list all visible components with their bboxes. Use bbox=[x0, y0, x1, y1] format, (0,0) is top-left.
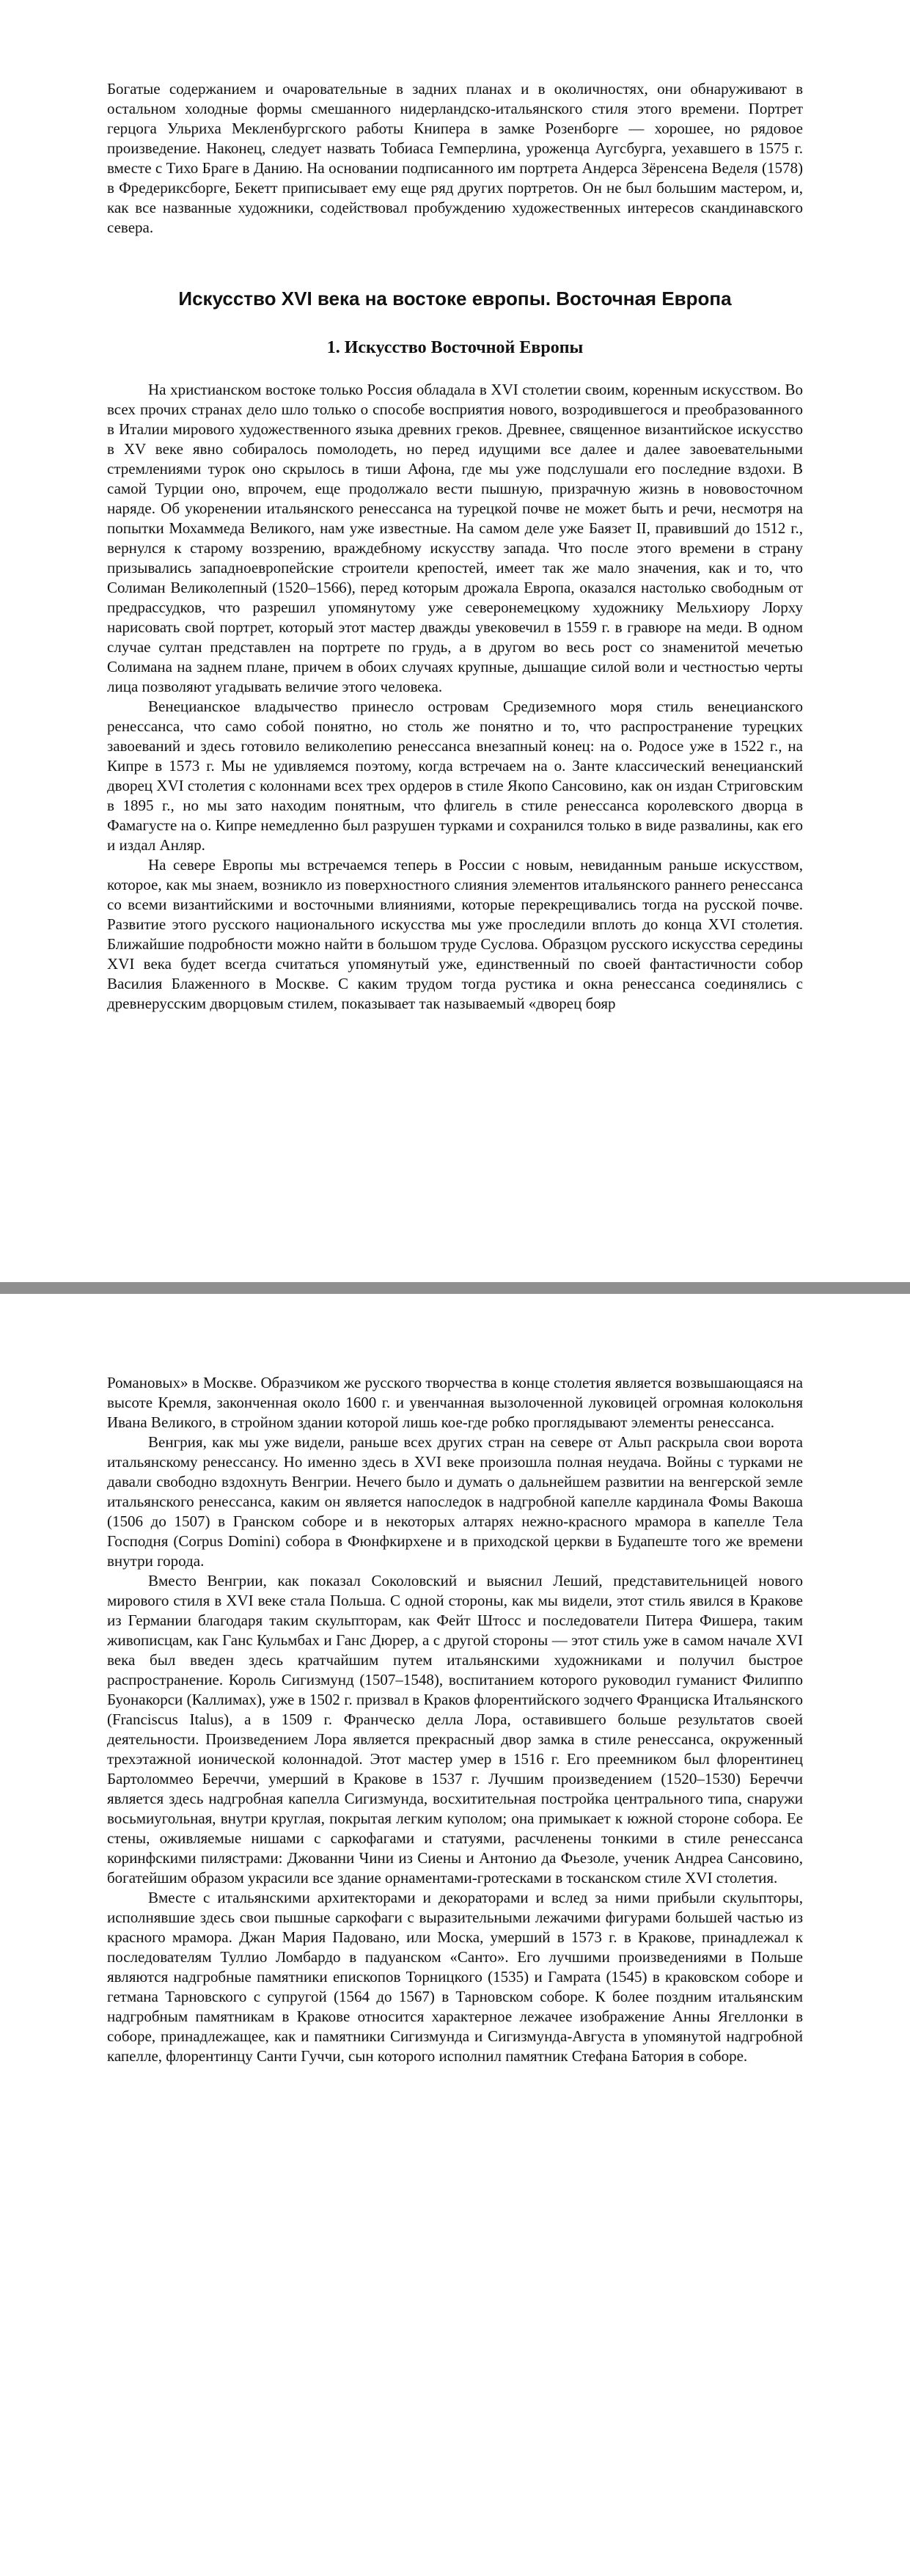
body-paragraph: Венецианское владычество принесло островам Средиземного моря стиль венецианского ренессанса, что само собой понятно, но столь же понятно и то, что распространение турецких завоеваний и здесь готовило великолепию ренессанса внезапный конец: на о. Родосе уже в 1522 г., на Кипре в 1573 г. Мы не удивляемся поэтому, когда встречаем на о. Занте классический венецианский дворец XVI столетия с колоннами всех трех ордеров в стиле Якопо Сансовино, как он издан Стриговским в 1895 г., но мы зато находим понятным, что флигель в стиле ренессанса королевского дворца в Фамагусте на о. Кипре немедленно был разрушен турками и сохранился только в виде развалины, как его и издал Анляр. bbox=[107, 698, 803, 854]
continuation-paragraph: Романовых» в Москве. Образчиком же русского творчества в конце столетия является возвышающаяся на высоте Кремля, законченная около 1600 г. и увенчанная вызолоченной луковицей огромная колокольня Ивана Великого, в стройном здании которой лишь кое-где робко проглядывают элементы ренессанса. bbox=[107, 1374, 803, 1431]
section-heading: Искусство XVI века на востоке европы. Восточная Европа bbox=[178, 288, 732, 310]
document-page-1 bbox=[0, 0, 910, 1282]
document-page-2 bbox=[0, 1294, 910, 2576]
body-paragraph: Вместо Венгрии, как показал Соколовский и выяснил Леший, представительницей нового мирового стиля в XVI веке стала Польша. С одной стороны, как мы видели, этот стиль явился в Кракове из Германии благодаря таким скульпторам, как Фейт Штосс и последователи Питера Фишера, таким живописцам, как Ганс Кульмбах и Ганс Дюрер, а с другой стороны — этот стиль уже в самом начале XVI века был введен здесь кратчайшим путем итальянскими художниками и получил быстрое распространение. Король Сигизмунд (1507–1548), воспитанием которого руководил гуманист Филиппо Буонакорси (Каллимах), уже в 1502 г. призвал в Краков флорентийского зодчего Франциска Итальянского (Franciscus Italus), а в 1509 г. Франческо делла Лора, оставившего больше результатов своей деятельности. Произведением Лора является прекрасный двор замка в стиле ренессанса, окруженный трехэтажной ионической колоннадой. Этот мастер умер в 1516 г. Его преемником был флорентинец Бартоломмео Береччи, умерший в Кракове в 1537 г. Лучшим произведением (1520–1530) Береччи является здесь надгробная капелла Сигизмунда, восхитительная постройка центрального типа, снаружи восьмиугольная, внутри круглая, покрытая легким куполом; она примыкает к южной стороне собора. Ее стены, оживляемые нишами с саркофагами и статуями, расчленены тонкими в стиле ренессанса коринфскими пилястрами: Джованни Чини из Сиены и Антонио да Фьезоле, ученик Андреа Сансовино, богатейшим образом украсили все здание орнаментами-гротесками в тосканском стиле XVI столетия. bbox=[107, 1572, 803, 1887]
chapter-subheading: 1. Искусство Восточной Европы bbox=[326, 338, 584, 357]
body-paragraph: Венгрия, как мы уже видели, раньше всех других стран на севере от Альп раскрыла свои ворота итальянскому ренессансу. Но именно здесь в XVI веке произошла полная неудача. Войны с турками не давали свободно вздохнуть Венгрии. Нечего было и думать о дальнейшем развитии на венгерской земле итальянского ренессанса, каким он является напоследок в надгробной капелле кардинала Фомы Вакоша (1506 до 1507) в Гранском соборе и в некоторых алтарях нежно-красного мрамора в капелле Тела Господня (Corpus Domini) собора в Фюнфкирхене и в приходской церкви в Будапеште того же времени внутри города. bbox=[107, 1433, 803, 1570]
intro-paragraph: Богатые содержанием и очаровательные в задних планах и в околичностях, они обнаруживают в остальном холодные формы смешанного нидерландско-итальянского стиля этого времени. Портрет герцога Ульриха Мекленбургского работы Книпера в замке Розенборге — хорошее, но рядовое произведение. Наконец, следует назвать Тобиаса Гемперлина, уроженца Аугсбурга, уехавшего в 1575 г. вместе с Тихо Браге в Данию. На основании подписанного им портрета Андерса Зёренсена Веделя (1578) в Фредериксборге, Бекетт приписывает ему еще ряд других портретов. Он не был большим мастером, и, как все названные художники, содействовал пробуждению художественных интересов скандинавского севера. bbox=[107, 80, 803, 236]
body-paragraph: На севере Европы мы встречаемся теперь в России с новым, невиданным раньше искусством, которое, как мы знаем, возникло из поверхностного слияния элементов итальянского раннего ренессанса со всеми византийскими и восточными влияниями, которые перекрещивались тогда на русской почве. Развитие этого русского национального искусства мы уже проследили вплоть до конца XVI столетия. Ближайшие подробности можно найти в большом труде Суслова. Образцом русского искусства середины XVI века будет всегда считаться упомянутый уже, единственный по своей фантастичности собор Василия Блаженного в Москве. С каким трудом тогда рустика и окна ренессанса соединялись с древнерусским дворцовым стилем, показывает так называемый «дворец бояр bbox=[107, 856, 803, 1012]
body-paragraph: Вместе с итальянскими архитекторами и декораторами и вслед за ними прибыли скульпторы, исполнявшие здесь свои пышные саркофаги с выразительными лежачими фигурами большей частью из красного мрамора. Джан Мария Падовано, или Моска, умерший в 1573 г. в Кракове, принадлежал к последователям Туллио Ломбардо в падуанском «Санто». Его лучшими произведениями в Польше являются надгробные памятники епископов Торницкого (1535) и Гамрата (1545) в краковском соборе и гетмана Тарновского с супругой (1564 до 1567) в Тарновском соборе. К более поздним итальянским надгробным памятникам в Кракове относится характерное лежачее изображение Анны Ягеллонки в соборе, принадлежащее, как и памятники Сигизмунда и Сигизмунда-Августа в упомянутой надгробной капелле, флорентинцу Санти Гуччи, сын которого исполнил памятник Стефана Батория в соборе. bbox=[107, 1889, 803, 2065]
body-paragraph: На христианском востоке только Россия обладала в XVI столетии своим, коренным искусством. Во всех прочих странах дело шло только о способе восприятия нового, возродившегося и преобразованного в Италии мирового художественного языка древних греков. Древнее, священное византийское искусство в XV веке явно собиралось помолодеть, но перед идущими все далее и далее завоевательными стремлениями турок оно скрылось в тиши Афона, где мы уже подслушали его последние вздохи. В самой Турции оно, впрочем, еще продолжало вести пышную, призрачную жизнь в нововосточном наряде. Об укоренении итальянского ренессанса на турецкой почве не может быть и речи, несмотря на попытки Мохаммеда Великого, нам уже известные. На самом деле уже Баязет II, правивший до 1512 г., вернулся к старому воззрению, враждебному искусству запада. Что после этого времени в страну призывались западноевропейские строители крепостей, имеет так же мало значения, как и то, что Солиман Великолепный (1520–1566), перед которым дрожала Европа, оказался настолько свободным от предрассудков, что разрешил упомянутому уже северонемецкому художнику Мельхиору Лорху нарисовать свой портрет, который этот мастер дважды увековечил в 1559 г. в гравюре на меди. В одном случае султан представлен на портрете по грудь, а в другом во весь рост со знаменитой мечетью Солимана на заднем плане, причем в обоих случаях крупные, дышащие силой воли и честностью черты лица позволяют угадывать величие этого человека. bbox=[107, 381, 803, 695]
page-1-content bbox=[107, 79, 803, 1014]
page-2-content bbox=[107, 1373, 803, 2066]
